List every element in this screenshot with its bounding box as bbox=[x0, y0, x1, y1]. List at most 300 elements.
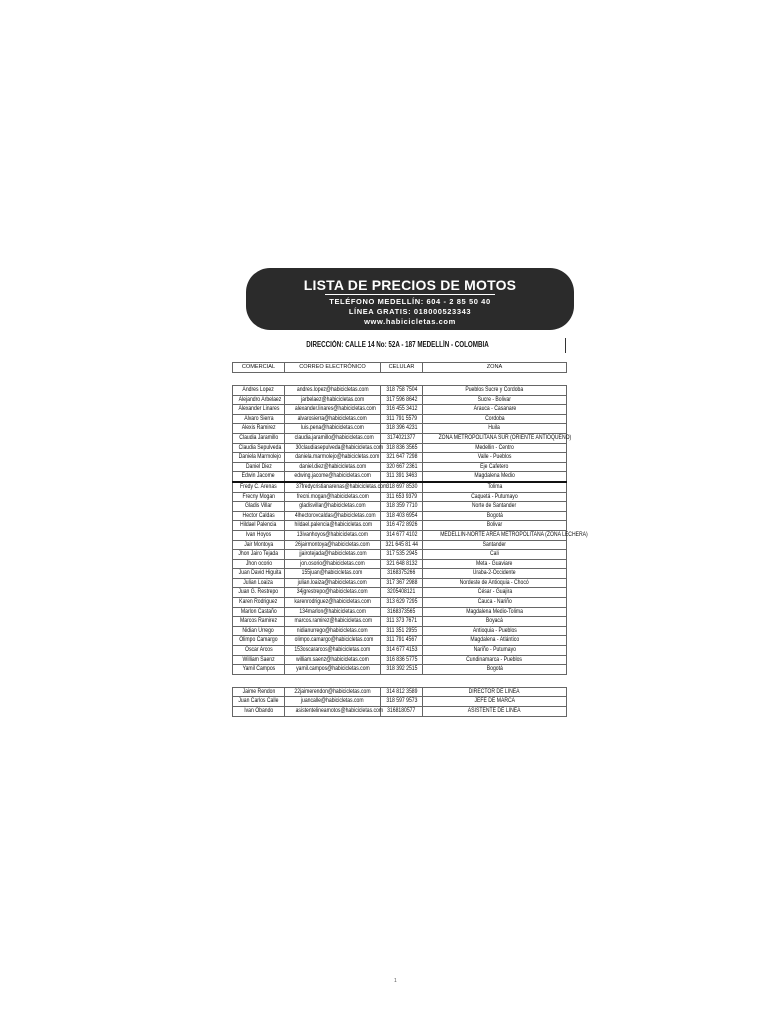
email-address[interactable]: juancalle@habicicletas.com bbox=[301, 697, 364, 705]
zone: Valle - Pueblos bbox=[477, 453, 512, 461]
price-list-header bbox=[246, 268, 574, 330]
zone: Cali bbox=[490, 550, 499, 558]
table-row bbox=[233, 617, 567, 627]
email-address-cell bbox=[285, 636, 381, 646]
salesperson-name: Andres Lopez bbox=[242, 386, 275, 393]
phone-number: 318 392 2515 bbox=[385, 665, 418, 673]
zone: Pueblos Sucre y Cordoba bbox=[465, 386, 524, 393]
zone: Eje Cafetero bbox=[480, 462, 509, 470]
email-address[interactable]: nidianurrego@habicicletas.com bbox=[297, 626, 368, 634]
salesperson-name-cell bbox=[233, 433, 285, 443]
phone-number-cell bbox=[381, 550, 423, 560]
email-address[interactable]: alexander.linares@habicicletas.com bbox=[294, 405, 376, 413]
email-address[interactable]: andres.lopez@habicicletas.com bbox=[296, 386, 369, 393]
table-row bbox=[233, 578, 567, 588]
column-header-celular: CELULAR bbox=[381, 363, 423, 373]
email-address[interactable]: 134marlon@habicicletas.com bbox=[299, 607, 366, 615]
email-address-cell bbox=[285, 482, 388, 492]
zone: Arauca - Casanare bbox=[473, 405, 516, 413]
phone-number-cell bbox=[381, 607, 423, 617]
zone-cell bbox=[423, 472, 567, 482]
zone-cell bbox=[423, 626, 567, 636]
phone-number: 318 836 3565 bbox=[385, 443, 418, 451]
zone-cell bbox=[423, 511, 567, 521]
zone: Tolima bbox=[487, 482, 502, 490]
email-address[interactable]: olimpo.camargo@habicicletas.com bbox=[294, 636, 374, 644]
salesperson-name: Oscar Arcos bbox=[244, 646, 273, 654]
phone-number-cell bbox=[381, 617, 423, 627]
email-address-cell bbox=[285, 559, 381, 569]
phone-number-cell bbox=[381, 462, 423, 472]
title-underline bbox=[325, 294, 495, 295]
table-row bbox=[233, 530, 567, 540]
email-address[interactable]: 4lhectorovcaldas@habicicletas.com bbox=[294, 511, 376, 519]
zone-cell bbox=[423, 443, 567, 453]
phone-number-cell bbox=[381, 511, 423, 521]
zone: Nordeste de Antioquia - Chocó bbox=[459, 578, 530, 586]
email-address-cell bbox=[285, 646, 381, 656]
phone-number: 311 373 7671 bbox=[386, 617, 417, 625]
email-address[interactable]: edwing.jacome@habicicletas.com bbox=[294, 472, 371, 480]
salesperson-name-cell bbox=[233, 707, 285, 717]
column-header-email: CORREO ELECTRÓNICO bbox=[285, 363, 381, 373]
zone: Magdalena - Atlántico bbox=[470, 636, 519, 644]
email-address-cell bbox=[285, 472, 381, 482]
email-address-cell bbox=[285, 386, 381, 396]
email-address[interactable]: gladisvillar@habicicletas.com bbox=[299, 502, 366, 510]
phone-number: 320 667 2361 bbox=[385, 462, 418, 470]
salesperson-name-cell bbox=[233, 521, 285, 531]
phone-number-cell bbox=[381, 492, 423, 502]
zone: Cordoba bbox=[484, 414, 505, 422]
phone-number: 313 629 7295 bbox=[385, 598, 418, 606]
phone-number-cell bbox=[381, 569, 423, 579]
zone: César - Guajira bbox=[477, 588, 512, 596]
phone-number-cell bbox=[381, 559, 423, 569]
phone-number: 318 697 8530 bbox=[385, 482, 418, 490]
phone-number-cell bbox=[381, 395, 423, 405]
email-address-cell bbox=[285, 405, 381, 415]
salesperson-name-cell bbox=[233, 665, 285, 675]
email-address-cell bbox=[285, 588, 381, 598]
phone-number: 311 791 5579 bbox=[386, 414, 417, 422]
table-row bbox=[233, 607, 567, 617]
zone-cell bbox=[423, 617, 567, 627]
table-row bbox=[233, 433, 567, 443]
phone-number-cell bbox=[381, 530, 423, 540]
zone-cell bbox=[423, 540, 567, 550]
email-address[interactable]: 26jairmontoya@habicicletas.com bbox=[295, 540, 370, 548]
phone-number-cell bbox=[381, 502, 423, 512]
salesperson-name-cell bbox=[233, 588, 285, 598]
table-row bbox=[233, 502, 567, 512]
email-address-cell bbox=[285, 707, 384, 717]
email-address[interactable]: 37fredycristianarenas@habicicletas.com bbox=[296, 482, 388, 490]
phone-number: 321 648 8132 bbox=[385, 559, 418, 567]
phone-number: 3168180577 bbox=[387, 707, 416, 714]
zone-cell bbox=[423, 502, 567, 512]
table-row bbox=[233, 569, 567, 579]
table-row bbox=[233, 472, 567, 482]
email-address-cell bbox=[285, 617, 381, 627]
zone: Uraba-2-Occidente bbox=[473, 569, 516, 577]
email-address[interactable]: marcos.ramirez@habicicletas.com bbox=[294, 617, 373, 625]
salesperson-name-cell bbox=[233, 550, 285, 560]
email-address[interactable]: daniel.diez@habicicletas.com bbox=[299, 462, 366, 470]
table-header-row bbox=[233, 363, 567, 373]
email-address[interactable]: 30claudiasepulveda@habicicletas.com bbox=[295, 443, 384, 451]
salesperson-name-cell bbox=[233, 655, 285, 665]
phone-number: 314 677 4153 bbox=[385, 646, 418, 654]
salesperson-name: Hildael Palencia bbox=[240, 521, 277, 529]
address-divider bbox=[565, 338, 566, 353]
salesperson-name: Jhon ocorio bbox=[245, 559, 272, 567]
table-row bbox=[233, 559, 567, 569]
salesperson-name-cell bbox=[233, 578, 285, 588]
email-address-cell bbox=[285, 511, 381, 521]
salesperson-name: Alvaro Sierra bbox=[243, 414, 274, 422]
salesperson-name: Jair Montoya bbox=[243, 540, 274, 548]
zone-cell bbox=[423, 707, 567, 717]
email-address-cell bbox=[285, 626, 381, 636]
email-address-cell bbox=[285, 453, 381, 463]
zone-cell bbox=[423, 578, 567, 588]
phone-number-cell bbox=[381, 636, 423, 646]
zone-cell bbox=[423, 655, 567, 665]
salesperson-name: Marcos Ramirez bbox=[240, 617, 277, 625]
zone: Antioquia - Pueblos bbox=[472, 626, 517, 634]
zone-cell bbox=[423, 530, 588, 540]
salesperson-name: Claudia Sepulveda bbox=[238, 443, 282, 451]
zone-cell bbox=[423, 482, 567, 492]
phone-number: 3205408121 bbox=[387, 588, 416, 596]
phone-number: 317 535 2945 bbox=[385, 550, 418, 558]
page-number: 1 bbox=[394, 978, 397, 984]
table-row bbox=[233, 462, 567, 472]
phone-number-cell bbox=[381, 578, 423, 588]
zone: Santander bbox=[482, 540, 507, 548]
zone: Norte de Santander bbox=[472, 502, 517, 510]
salesperson-name-cell bbox=[233, 598, 285, 608]
website-link[interactable]: www.habicicletas.com bbox=[364, 317, 456, 326]
zone-cell bbox=[423, 414, 567, 424]
table-row bbox=[233, 550, 567, 560]
zone-cell bbox=[423, 386, 567, 396]
table-row bbox=[233, 646, 567, 656]
email-address[interactable]: jon.osorio@habicicletas.com bbox=[300, 559, 365, 567]
email-address[interactable]: yamil.campos@habicicletas.com bbox=[295, 665, 370, 673]
phone-number-cell bbox=[381, 588, 423, 598]
salesperson-name-cell bbox=[233, 511, 285, 521]
email-address-cell bbox=[285, 665, 381, 675]
zone: ASISTENTE DE LINEA bbox=[468, 707, 521, 714]
table-row bbox=[233, 655, 567, 665]
email-address[interactable]: asistentelineamotos@habicicletas.com bbox=[295, 707, 384, 714]
zone-cell bbox=[423, 424, 567, 434]
zone-cell bbox=[423, 559, 567, 569]
salesperson-name-cell bbox=[233, 646, 285, 656]
phone-number-cell bbox=[381, 697, 423, 707]
salesperson-name-cell bbox=[233, 540, 285, 550]
free-line: LÍNEA GRATIS: 018000523343 bbox=[348, 307, 472, 316]
salesperson-name-cell bbox=[233, 453, 285, 463]
phone-number-cell bbox=[381, 540, 423, 550]
email-address-cell bbox=[285, 655, 381, 665]
salesperson-name: Ivan Hoyos bbox=[245, 530, 272, 538]
salesperson-name: Frecny Mogan bbox=[242, 492, 275, 500]
phone-number-cell bbox=[381, 443, 423, 453]
salesperson-name-cell bbox=[233, 424, 285, 434]
salesperson-name: Edwin Jacome bbox=[241, 472, 276, 480]
email-address[interactable]: karenrodriguez@habicicletas.com bbox=[294, 598, 371, 606]
phone-number-cell bbox=[381, 386, 423, 396]
phone-number-cell bbox=[381, 707, 423, 717]
table-row bbox=[233, 687, 567, 697]
table-row bbox=[233, 405, 567, 415]
zone-cell bbox=[423, 687, 567, 697]
phone-number-cell bbox=[381, 472, 423, 482]
phone-number-cell bbox=[381, 646, 423, 656]
email-address[interactable]: daniela.marmolejo@habicicletas.com bbox=[295, 453, 380, 461]
salesperson-name-cell bbox=[233, 617, 285, 627]
email-address-cell bbox=[285, 569, 381, 579]
salesperson-name-cell bbox=[233, 607, 285, 617]
table-row bbox=[233, 492, 567, 502]
email-address-cell bbox=[285, 502, 381, 512]
phone-number-cell bbox=[381, 665, 423, 675]
salesperson-name: Juan David Higuita bbox=[238, 569, 282, 577]
zone: Huila bbox=[488, 424, 501, 432]
salesperson-name-cell bbox=[233, 414, 285, 424]
table-row bbox=[233, 443, 567, 453]
phone-number-cell bbox=[381, 414, 423, 424]
zone: Boyacá bbox=[486, 617, 503, 625]
salesperson-name: Marlon Castaño bbox=[240, 607, 277, 615]
email-address-cell bbox=[285, 424, 381, 434]
email-address[interactable]: jjairotejada@habicicletas.com bbox=[298, 550, 367, 558]
email-address[interactable]: jarbelaez@habicicletas.com bbox=[300, 395, 365, 403]
salesperson-name: Julian Loaiza bbox=[243, 578, 274, 586]
table-row bbox=[233, 697, 567, 707]
salesperson-name-cell bbox=[233, 697, 285, 707]
zone-cell bbox=[423, 607, 567, 617]
page-title: LISTA DE PRECIOS DE MOTOS bbox=[303, 277, 517, 293]
zone: Caquetá - Putumayo bbox=[471, 492, 518, 500]
salesperson-name: Nidian Urrego bbox=[242, 626, 275, 634]
salesperson-name-cell bbox=[233, 386, 285, 396]
email-address-cell bbox=[285, 395, 381, 405]
email-address-cell bbox=[285, 530, 381, 540]
email-address[interactable]: frecni.mogan@habicicletas.com bbox=[296, 492, 369, 500]
salesperson-name: Juan G. Restrepo bbox=[238, 588, 279, 596]
phone-number: 318 403 6954 bbox=[385, 511, 418, 519]
phone-number: 316 836 5775 bbox=[385, 655, 418, 663]
zone-cell bbox=[423, 492, 567, 502]
phone-number: 318 597 9573 bbox=[385, 697, 418, 705]
phone-number-cell bbox=[381, 521, 423, 531]
zone-cell bbox=[423, 521, 567, 531]
email-address-cell bbox=[285, 492, 381, 502]
email-address-cell bbox=[285, 578, 381, 588]
zone-cell bbox=[423, 453, 567, 463]
email-address-cell bbox=[285, 521, 381, 531]
phone-number: 316 455 3412 bbox=[385, 405, 418, 413]
zone: Magdalena Medio-Tolima bbox=[466, 607, 523, 615]
salesperson-name-cell bbox=[233, 687, 285, 697]
column-header-comercial: COMERCIAL bbox=[233, 363, 285, 373]
table-spacer bbox=[233, 373, 567, 386]
phone-number: 311 351 2955 bbox=[386, 626, 417, 634]
zone: Bogotá bbox=[486, 665, 503, 673]
zone: JEFE DE MARCA bbox=[474, 697, 515, 705]
salesperson-name: Jhon Jairo Tejada bbox=[238, 550, 279, 558]
salesperson-name-cell bbox=[233, 530, 285, 540]
email-address[interactable]: 22jaimerendon@habicicletas.com bbox=[294, 687, 371, 695]
salesperson-name: Ivan Obando bbox=[243, 707, 274, 714]
zone-cell bbox=[423, 646, 567, 656]
phone-number-cell bbox=[381, 433, 423, 443]
table-row bbox=[233, 626, 567, 636]
table-row bbox=[233, 395, 567, 405]
salesperson-name: Juan Carlos Calle bbox=[238, 697, 279, 705]
salesperson-name-cell bbox=[233, 462, 285, 472]
salesperson-name-cell bbox=[233, 492, 285, 502]
salesperson-name: Karen Rodriguez bbox=[239, 598, 278, 606]
phone-number: 311 791 4567 bbox=[386, 636, 417, 644]
email-address[interactable]: 13ivanhoyos@habicicletas.com bbox=[296, 530, 369, 538]
email-address[interactable]: alvarosierra@habicicletas.com bbox=[297, 414, 368, 422]
sales-contacts-table bbox=[232, 362, 588, 717]
salesperson-name-cell bbox=[233, 443, 285, 453]
table-row bbox=[233, 665, 567, 675]
zone-cell bbox=[423, 697, 567, 707]
email-address-cell bbox=[285, 687, 381, 697]
salesperson-name: Yamil Campos bbox=[242, 665, 275, 673]
salesperson-name-cell bbox=[233, 405, 285, 415]
zone: Sucre - Bolivar bbox=[477, 395, 512, 403]
salesperson-name: Alexis Ramirez bbox=[241, 424, 276, 432]
table-row bbox=[233, 453, 567, 463]
salesperson-name: Daniela Marmolejo bbox=[238, 453, 281, 461]
phone-number-cell bbox=[381, 482, 423, 492]
table-row bbox=[233, 521, 567, 531]
email-address[interactable]: claudia.jaramillo@habicicletas.com bbox=[294, 433, 374, 441]
email-address[interactable]: 153oscararcos@habicicletas.com bbox=[294, 646, 371, 654]
salesperson-name-cell bbox=[233, 472, 285, 482]
table-row bbox=[233, 424, 567, 434]
column-header-zona: ZONA bbox=[423, 363, 567, 373]
email-address[interactable]: 155juan@habicicletas.com bbox=[302, 569, 363, 577]
table-row bbox=[233, 588, 567, 598]
table-row bbox=[233, 598, 567, 608]
zone-cell bbox=[423, 433, 572, 443]
table-row bbox=[233, 386, 567, 396]
salesperson-name: Alejandro Arbelaez bbox=[238, 395, 282, 403]
zone-cell bbox=[423, 598, 567, 608]
phone-number: 318 359 7710 bbox=[385, 502, 418, 510]
table-row bbox=[233, 707, 567, 717]
phone-number: 3168375266 bbox=[387, 569, 416, 577]
table-row bbox=[233, 540, 567, 550]
zone-cell bbox=[423, 550, 567, 560]
salesperson-name: Hector Caldas bbox=[242, 511, 275, 519]
phone-number: 3168373565 bbox=[387, 607, 416, 615]
phone-number-cell bbox=[381, 453, 423, 463]
address-line: DIRECCIÓN: CALLE 14 No: 52A - 187 MEDELLÍN - COLOMBIA bbox=[306, 340, 489, 349]
phone-number: 317 367 2988 bbox=[385, 578, 418, 586]
salesperson-name: Fredy C. Arenas bbox=[240, 482, 277, 490]
salesperson-name-cell bbox=[233, 559, 285, 569]
email-address[interactable]: luis.pena@habicicletas.com bbox=[301, 424, 364, 432]
phone-number: 3174021377 bbox=[387, 433, 416, 441]
zone-cell bbox=[423, 588, 567, 598]
phone-number: 321 645 81 44 bbox=[385, 540, 419, 548]
salesperson-name: Gladis Villar bbox=[245, 502, 272, 510]
email-address-cell bbox=[285, 462, 381, 472]
email-address-cell bbox=[285, 598, 381, 608]
phone-number: 311 653 9379 bbox=[386, 492, 417, 500]
phone-number: 311 391 3463 bbox=[386, 472, 417, 480]
zone-cell bbox=[423, 665, 567, 675]
email-address-cell bbox=[285, 443, 384, 453]
email-address-cell bbox=[285, 697, 381, 707]
salesperson-name: Alexander Linares bbox=[238, 405, 280, 413]
phone-number-cell bbox=[381, 405, 423, 415]
salesperson-name-cell bbox=[233, 569, 285, 579]
email-address[interactable]: hildael.palencia@habicicletas.com bbox=[294, 521, 373, 529]
salesperson-name-cell bbox=[233, 395, 285, 405]
zone: DIRECTOR DE LINEA bbox=[469, 687, 520, 695]
zone: Magdalena Medio bbox=[474, 472, 515, 480]
zone-cell bbox=[423, 405, 567, 415]
phone-number-cell bbox=[381, 424, 423, 434]
table-row bbox=[233, 414, 567, 424]
email-address[interactable]: julian.loaiza@habicicletas.com bbox=[297, 578, 368, 586]
salesperson-name-cell bbox=[233, 636, 285, 646]
zone: Nariño - Putumayo bbox=[473, 646, 516, 654]
phone-number: 316 472 8926 bbox=[385, 521, 418, 529]
salesperson-name: Daniel Diez bbox=[245, 462, 272, 470]
zone: Medellin - Centro bbox=[475, 443, 514, 451]
salesperson-name-cell bbox=[233, 502, 285, 512]
table-row bbox=[233, 636, 567, 646]
zone: Bolivar bbox=[486, 521, 503, 529]
email-address-cell bbox=[285, 550, 381, 560]
zone: Cundinamarca - Pueblos bbox=[466, 655, 523, 663]
email-address-cell bbox=[285, 414, 381, 424]
zone-cell bbox=[423, 569, 567, 579]
phone-number-cell bbox=[381, 626, 423, 636]
salesperson-name: Claudia Jaramillo bbox=[239, 433, 278, 441]
salesperson-name-cell bbox=[233, 626, 285, 636]
phone-number-cell bbox=[381, 655, 423, 665]
zone: MEDELLIN-NORTE AREA METROPOLITANA (ZONA LECHERA) bbox=[440, 530, 588, 538]
phone-number: 321 647 7298 bbox=[385, 453, 418, 461]
phone-number: 314 812 3589 bbox=[385, 687, 418, 695]
email-address[interactable]: 34jgrestrepo@habicicletas.com bbox=[297, 588, 368, 596]
phone-number-cell bbox=[381, 687, 423, 697]
zone: Bogotá bbox=[486, 511, 503, 519]
salesperson-name: Olimpo Camargo bbox=[239, 636, 278, 644]
salesperson-name: Jaime Rendon bbox=[242, 687, 275, 695]
zone-cell bbox=[423, 462, 567, 472]
zone-cell bbox=[423, 636, 567, 646]
table-row bbox=[233, 511, 567, 521]
phone-number-cell bbox=[381, 598, 423, 608]
phone-number: 317 596 8642 bbox=[385, 395, 418, 403]
phone-line: TELÉFONO MEDELLÍN: 604 - 2 85 50 40 bbox=[329, 297, 491, 306]
email-address[interactable]: william.saenz@habicicletas.com bbox=[296, 655, 369, 663]
